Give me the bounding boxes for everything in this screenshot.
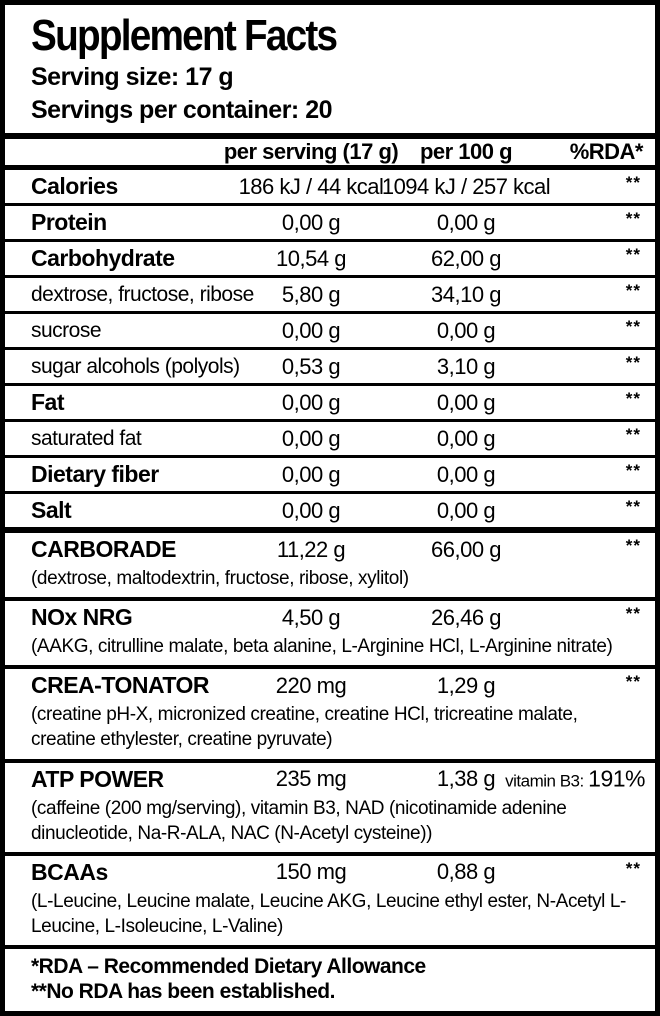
- ingredients-list: (creatine pH-X, micronized creatine, creatine HCl, tricreatine malate, creatine ethylester, creatine pyruvate): [31, 704, 578, 751]
- table-row-dietary-fiber: [5, 455, 655, 491]
- per-100g-value: 0,00 g: [436, 425, 496, 451]
- vitamin-b3-percent: 191%: [588, 765, 645, 792]
- row-label: Salt: [31, 497, 72, 524]
- ingredients-list: (caffeine (200 mg/serving), vitamin B3, NAD (nicotinamide adenine dinucleotide, Na-R-ALA, NAC (N-Acetyl cysteine)): [31, 797, 567, 844]
- rda-cell: [551, 242, 655, 275]
- row-label: Dietary fiber: [31, 461, 159, 488]
- ingredients-list: (dextrose, maltodextrin, fructose, ribose, xylitol): [31, 568, 409, 590]
- rda-value: **: [625, 209, 641, 229]
- rda-value: **: [625, 497, 641, 517]
- panel-header: [5, 5, 655, 133]
- per-serving-value: 11,22 g: [276, 536, 346, 562]
- per-serving-value: 0,00 g: [281, 389, 341, 415]
- rda-value: **: [625, 281, 641, 301]
- row-label: Carbohydrate: [31, 245, 175, 272]
- rda-cell: [551, 669, 655, 702]
- rda-cell: [551, 533, 655, 566]
- per-100g-value: 0,00 g: [436, 497, 496, 523]
- per-100g-value: 0,00 g: [436, 209, 496, 235]
- per-100g-value: 1,29 g: [436, 672, 496, 698]
- per-100g-value: 0,00 g: [436, 389, 496, 415]
- per-serving-value: 5,80 g: [281, 281, 341, 307]
- per-100g-value: 34,10 g: [431, 281, 501, 307]
- section-carborade: [5, 527, 655, 597]
- per-serving-value: 10,54 g: [276, 245, 346, 271]
- rda-cell: [551, 856, 655, 889]
- table-row-carborade: [5, 533, 655, 566]
- row-label: sugar alcohols (polyols): [31, 354, 240, 378]
- table-row-sugar-alcohols: [5, 347, 655, 383]
- table-row-saturated-fat: [5, 419, 655, 455]
- rda-value: **: [625, 461, 641, 481]
- ingredients-list: (AAKG, citrulline malate, beta alanine, L-Arginine HCl, L-Arginine nitrate): [31, 636, 613, 658]
- vitamin-b3-label: vitamin B3:: [505, 771, 584, 791]
- per-serving-value: 4,50 g: [281, 604, 341, 630]
- rda-cell: [551, 386, 655, 419]
- rda-cell: [551, 278, 655, 311]
- per-serving-value: 235 mg: [275, 766, 347, 791]
- footnote-rda: *RDA – Recommended Dietary Allowance: [31, 954, 426, 978]
- rda-cell: [551, 314, 655, 347]
- rda-value: **: [625, 245, 641, 265]
- per-serving-value: 0,00 g: [281, 425, 341, 451]
- servings-per-container-text: Servings per container: 20: [31, 96, 333, 125]
- table-row-fat: [5, 383, 655, 419]
- rda-cell: [551, 206, 655, 239]
- table-row-atp-power: [5, 763, 655, 796]
- column-header-per-serving: per serving (17 g): [223, 139, 399, 165]
- footnote-no-rda: **No RDA has been established.: [31, 980, 335, 1004]
- rda-value: **: [625, 604, 641, 624]
- row-label: CREA-TONATOR: [31, 672, 209, 699]
- per-serving-value: 0,00 g: [281, 209, 341, 235]
- row-label: ATP POWER: [31, 765, 164, 792]
- column-header-row: [5, 133, 655, 170]
- section-nox-nrg: [5, 597, 655, 665]
- panel-title: Supplement Facts: [31, 11, 337, 60]
- per-100g-value: 0,88 g: [436, 859, 496, 885]
- per-100g-value: 0,00 g: [436, 317, 496, 343]
- serving-size-text: Serving size: 17 g: [31, 63, 234, 92]
- row-label: Protein: [31, 209, 107, 236]
- rda-value: **: [625, 536, 641, 556]
- column-header-per-100g: per 100 g: [419, 139, 513, 165]
- rda-value: **: [625, 317, 641, 337]
- row-label: Calories: [31, 173, 118, 200]
- row-label: NOx NRG: [31, 604, 133, 631]
- table-row-nox-nrg: [5, 601, 655, 634]
- section-crea-tonator: [5, 665, 655, 758]
- row-label: CARBORADE: [31, 536, 176, 563]
- per-serving-value: 0,00 g: [281, 461, 341, 487]
- per-serving-value: 0,53 g: [281, 353, 341, 379]
- column-header-rda: %RDA*: [569, 139, 643, 165]
- ingredients-list: (L-Leucine, Leucine malate, Leucine AKG, Leucine ethyl ester, N-Acetyl L-Leucine, L-Isoleucine, L-Valine): [31, 890, 626, 937]
- per-100g-value: 62,00 g: [431, 245, 501, 271]
- per-100g-value: 26,46 g: [431, 604, 501, 630]
- section-atp-power: [5, 759, 655, 852]
- per-100g-value: 3,10 g: [436, 353, 496, 379]
- row-label: BCAAs: [31, 858, 108, 885]
- rda-cell: [551, 170, 655, 203]
- rda-value: **: [625, 173, 641, 193]
- row-label: saturated fat: [31, 426, 142, 450]
- row-label: dextrose, fructose, ribose: [31, 282, 254, 306]
- per-serving-value: 150 mg: [275, 859, 347, 885]
- rda-cell: [551, 601, 655, 634]
- table-row-calories: [5, 170, 655, 203]
- table-row-dextrose-fructose-ribose: [5, 275, 655, 311]
- rda-value: **: [625, 425, 641, 445]
- rda-cell: [551, 458, 655, 491]
- table-row-salt: [5, 491, 655, 527]
- row-label: Fat: [31, 389, 64, 416]
- per-serving-value: 186 kJ / 44 kcal: [238, 173, 384, 199]
- table-row-bcaas: [5, 856, 655, 889]
- per-serving-value: 0,00 g: [281, 497, 341, 523]
- rda-cell: [551, 350, 655, 383]
- per-100g-value: 1094 kJ / 257 kcal: [381, 173, 551, 199]
- row-label: sucrose: [31, 318, 102, 342]
- rda-value: **: [625, 353, 641, 373]
- rda-value: **: [625, 389, 641, 409]
- per-100g-value: 66,00 g: [431, 536, 501, 562]
- section-bcaas: [5, 852, 655, 945]
- table-row-crea-tonator: [5, 669, 655, 702]
- vitamin-b3-rda: [505, 766, 645, 793]
- per-serving-value: 220 mg: [275, 672, 347, 698]
- rda-cell: [505, 763, 655, 796]
- per-100g-value: 1,38 g: [436, 766, 496, 791]
- rda-value: **: [625, 672, 641, 692]
- per-serving-value: 0,00 g: [281, 317, 341, 343]
- table-row-carbohydrate: [5, 239, 655, 275]
- table-row-sucrose: [5, 311, 655, 347]
- per-100g-value: 0,00 g: [436, 461, 496, 487]
- rda-cell: [551, 422, 655, 455]
- rda-value: **: [625, 858, 641, 878]
- table-row-protein: [5, 203, 655, 239]
- panel-footer: [5, 945, 655, 1011]
- rda-cell: [551, 494, 655, 527]
